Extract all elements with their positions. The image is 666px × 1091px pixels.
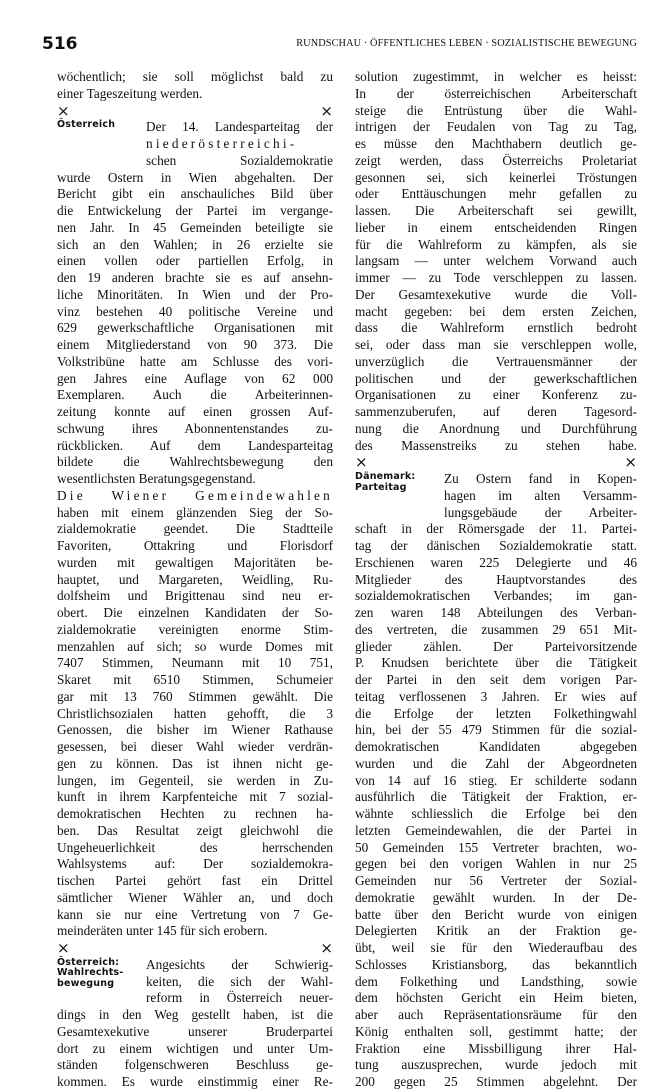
text-line: 50 Gemeinden 155 Vertreter brachten, wo-	[355, 839, 637, 855]
text-line: solution zugestimmt, in welcher es heisst:	[355, 69, 637, 84]
text-line: 200 gegen 25 Stimmen abgelehnt. Der	[355, 1074, 637, 1089]
text-line: unverzüglich die Vertrauensmänner der	[355, 353, 637, 369]
text-line: macht gegeben: bei dem ersten Zeichen,	[355, 303, 637, 319]
text-line: oder Enttäuschungen mehr gefallen zu	[355, 186, 637, 202]
text-line: Exemplaren. Auch die Arbeiterinnen-	[57, 387, 333, 403]
text-line: kann sie nur eine Vertretung von 7 Ge-	[57, 906, 333, 922]
text-line: sämtlicher Wiener Wähler an, und doch	[57, 889, 333, 905]
text-line: Delegierten Kritik an der Fraktion ge-	[355, 923, 637, 939]
text-line: gegen bei den vorigen Wahlen in nur 25	[355, 856, 637, 872]
text-line: lungsgebäude der Arbeiter-	[444, 504, 637, 520]
text-line: König enthalten soll, gestimmt hatte; der	[355, 1023, 637, 1039]
text-line: zialdemokratie geendet. Die Stadtteile	[57, 521, 333, 537]
text-line: tag der dänischen Sozialdemokratie statt.	[355, 538, 637, 553]
text-line: Volkstribüne hatte am Schlusse des vori-	[57, 353, 333, 369]
text-line: P. Knudsen berichtete über die Tätigkeit	[355, 655, 637, 671]
text-line: aber auch Repräsentationsräume für den	[355, 1007, 637, 1022]
marginal-heading: Österreich	[57, 119, 116, 131]
text-line: die Erfolge der letzten Folkethingwahl	[355, 705, 637, 721]
text-line: Gemeinden nur 56 Vertreter der Sozial-	[355, 873, 637, 888]
text-line: schen Sozialdemokratie	[146, 152, 333, 168]
text-line: ausführlich die Tätigkeit der Fraktion, er-	[355, 789, 637, 805]
text-line: gar mit 13 760 Stimmen gewählt. Die	[57, 688, 333, 704]
text-line: zialdemokratie vereinigten enorme Stim-	[57, 621, 333, 637]
section-wahlrechtsbewegung	[57, 957, 333, 1091]
text-line: reform in Österreich neuer-	[146, 990, 333, 1006]
text-line: sammenzuberufen, auf deren Tagesord-	[355, 404, 637, 419]
cross-ornament-icon: ×	[355, 453, 368, 472]
running-head: RUNDSCHAU · ÖFFENTLICHES LEBEN · SOZIALISTISCHE BEWEGUNG	[296, 38, 637, 49]
text-line: obert. Die einzelnen Kandidaten der So-	[57, 605, 333, 620]
text-line: wurden mit gewaltigen Majoritäten be-	[57, 554, 333, 570]
text-line: lieber in einem entscheidenden Ringen	[355, 219, 637, 235]
text-line: tung auszusprechen, wurde jedoch mit	[355, 1057, 637, 1073]
text-line: Genossen, die bisher im Wiener Rathause	[57, 722, 333, 738]
section-separator	[57, 940, 333, 957]
text-line: dem höchsten Gericht ein Heim bieten,	[355, 990, 637, 1006]
marginal-heading-line: Dänemark:	[355, 471, 416, 482]
text-line: niederösterreichi-	[146, 136, 298, 151]
text-line: Christlichsozialen hatten gehofft, die 3	[57, 705, 333, 721]
text-line: schaft in der Römersgade der 11. Partei-	[355, 521, 637, 537]
text-line: liche Minoritäten. In Wien und der Pro-	[57, 286, 333, 302]
text-line: Angesichts der Schwierig-	[146, 956, 333, 972]
text-line: bildete die Wahlrechtsbewegung den	[57, 454, 333, 470]
text-line: tischen Partei gehört fast ein Drittel	[57, 873, 333, 888]
text-line: gesessen, bei dieser Wahl wieder verdrän-	[57, 739, 333, 754]
text-line: hin, bei der 55 479 Stimmen für die sozial-	[355, 722, 637, 738]
marginal-heading-line: Österreich:	[57, 956, 120, 968]
text-line: In der österreichischen Arbeiterschaft	[355, 85, 637, 101]
text-line: des Massenstreiks zu stehen habe.	[355, 437, 637, 453]
text-line: ben. Das Resultat zeigt gleichwohl die	[57, 822, 333, 838]
text-line: 629 gewerkschaftliche Organisationen mit	[57, 320, 333, 336]
text-line: nen Jahr. In 45 Gemeinden beteiligte sie	[57, 219, 333, 235]
text-line: lassen. Die Arbeiterschaft sei gewillt,	[355, 203, 637, 218]
text-line: der Partei in den seit dem vorigen Par-	[355, 672, 637, 687]
text-line: dings in den Weg gestellt haben, ist die	[57, 1007, 333, 1022]
text-line: wöchentlich; sie soll möglichst bald zu	[57, 69, 333, 84]
text-line: die Entwickelung der Partei im vergange-	[57, 203, 333, 218]
text-line: dass die Wahlreform ernstlich bedroht	[355, 320, 637, 336]
text-line: gen Jahres eine Auflage von 62 000	[57, 370, 333, 386]
cross-ornament-icon: ×	[624, 453, 637, 472]
text-line: menzahlen auf sich; so wurde Domes mit	[57, 638, 333, 654]
section-oesterreich	[57, 119, 333, 940]
section-separator	[57, 103, 333, 120]
text-line: Skaret mit 6510 Stimmen, Schumeier	[57, 672, 333, 687]
text-line: einer Tageszeitung werden.	[57, 85, 203, 101]
text-line: zeigt werden, dass Österreichs Proletariat	[355, 152, 637, 168]
text-line: dem Folkething und Landsthing, sowie	[355, 973, 637, 989]
text-line: lungen, im Gegenteil, sie werden in Zu-	[57, 772, 333, 788]
text-line: übt, weil sie für den Wiederaufbau des	[355, 940, 637, 955]
text-line: Fraktion eine Missbilligung ihrer Hal-	[355, 1040, 637, 1056]
text-line: Bericht gibt ein anschauliches Bild über	[57, 186, 333, 202]
page-number: 516	[42, 34, 78, 54]
section-body	[355, 521, 637, 1091]
text-line: für die Wahlreform zu kämpfen, als sie	[355, 236, 637, 252]
text-line: schwung ihres Abonnentenstandes zu-	[57, 420, 333, 436]
text-line: wurde Ostern in Wien abgehalten. Der	[57, 169, 333, 185]
text-line: steige die Entrüstung über die Wahl-	[355, 102, 637, 118]
section-daenemark	[355, 471, 637, 1091]
text-line: Organisationen zu einer Konferenz zu-	[355, 387, 637, 403]
marginal-heading-line: bewegung	[57, 977, 115, 989]
continued-text	[355, 69, 637, 454]
text-line: gesonnen sei, sich keinerlei Tröstungen	[355, 169, 637, 185]
marginal-heading	[355, 472, 440, 493]
text-line: zen waren 148 Abteilungen des Verban-	[355, 605, 637, 620]
text-line: immer — zu Tode verschleppen zu lassen.	[355, 270, 637, 285]
text-line: vinz bestehen 40 politische Vereine und	[57, 303, 333, 319]
text-line: langsam — unter welchem Vorwand auch	[355, 253, 637, 269]
text-line: 7407 Stimmen, Neumann mit 10 751,	[57, 655, 333, 671]
text-line: keiten, die sich der Wahl-	[146, 973, 333, 989]
text-line: demokratischen Hechten zu rechnen ha-	[57, 806, 333, 821]
text-line: ständen folgenschweren Beschluss ge-	[57, 1057, 333, 1073]
text-line: Gesamtexekutive unserer Bruderpartei	[57, 1023, 333, 1039]
text-line: kommen. Es wurde einstimmig einer Re-	[57, 1074, 333, 1089]
text-line: einen vollen oder partiellen Erfolg, in	[57, 253, 333, 269]
text-line: wesentlichsten Beratungsgegenstand.	[57, 471, 256, 486]
marginal-heading-line: Wahlrechts-	[57, 967, 124, 979]
marginal-heading-line: Parteitag	[355, 481, 407, 493]
text-line: Mitglieder des Hauptvorstandes des	[355, 571, 637, 587]
text-line: wurden und die Zahl der Abgeordneten	[355, 755, 637, 771]
cross-ornament-icon: ×	[57, 939, 70, 957]
text-line: rückblicken. Auf dem Landesparteitag	[57, 437, 333, 453]
text-line: dolfsheim und Brigittenau sind neu er-	[57, 588, 333, 604]
text-line: sozialdemokratischen Verbandes; im gan-	[355, 588, 637, 604]
text-line: es müsse den Machthabern deutlich ge-	[355, 136, 637, 151]
text-line: Schlosses Kristiansborg, das bekanntlich	[355, 956, 637, 972]
text-line: kunft in ihrem Karpfenteiche mit 7 sozial-	[57, 789, 333, 805]
text-line: politischen und der gewerkschaftlichen	[355, 370, 637, 386]
text-line: wähnte schliesslich die Erfolge bei den	[355, 806, 637, 821]
text-line: dort zu einem wichtigen und unter Um-	[57, 1040, 333, 1056]
cross-ornament-icon: ×	[320, 101, 333, 120]
marginal-heading	[57, 958, 142, 990]
right-column	[355, 69, 637, 1091]
text-line: sich an den Wahlen; in 26 erzielte sie	[57, 236, 333, 252]
text-line: Der Gesamtexekutive wurde die Voll-	[355, 286, 637, 302]
section-separator	[355, 454, 637, 471]
text-line: gen zu können. Das ist ihnen nicht ge-	[57, 755, 333, 771]
text-line: letzten Gemeindewahlen, die der Partei in	[355, 822, 637, 838]
text-line: den 19 anderen brachte sie es auf ansehn-	[57, 270, 333, 285]
text-line: hagen im alten Versamm-	[444, 487, 637, 503]
text-line: Der 14. Landesparteitag der	[146, 119, 333, 135]
text-line: Ungeheuerlichkeit des herrschenden	[57, 839, 333, 855]
text-line: von 14 auf 16 stieg. Er schilderte sodann	[355, 772, 637, 788]
text-line: Wahlsystems auf: Der sozialdemokra-	[57, 856, 333, 872]
text-line: batte über den Bericht wurde von einigen	[355, 906, 637, 922]
text-line: sei, oder dass man sie verschleppen wolle,	[355, 337, 637, 352]
text-line: demokratie gewählt wurden. In der De-	[355, 889, 637, 905]
text-line: Zu Ostern fand in Kopen-	[444, 471, 637, 486]
text-line: des vertreten, die zusammen 29 651 Mit-	[355, 621, 637, 637]
text-line: demokratischen Kandidaten abgegeben	[355, 739, 637, 754]
text-line: intrigen der Feudalen von Tag zu Tag,	[355, 119, 637, 135]
text-line: glieder zählen. Der Parteivorsitzende	[355, 638, 637, 654]
section-body	[57, 1007, 333, 1091]
text-line: zeitung konnte auf einen grossen Auf-	[57, 404, 333, 419]
text-line: teitag verflossenen 3 Jahren. Er wies auf	[355, 688, 637, 704]
cross-ornament-icon: ×	[320, 939, 333, 957]
text-line: meinderäten unter 145 für sich erobern.	[57, 923, 268, 939]
text-line: einem Mitgliederstand von 90 373. Die	[57, 337, 333, 352]
text-line: Favoriten, Ottakring und Florisdorf	[57, 538, 333, 553]
cross-ornament-icon: ×	[57, 101, 70, 120]
text-line: nung die Anordnung und Durchführung	[355, 420, 637, 436]
text-line: haben mit einem glänzenden Sieg der So-	[57, 504, 333, 520]
text-line: Erschienen waren 225 Delegierte und 46	[355, 554, 637, 570]
section-body	[57, 170, 333, 941]
text-line: Die Wiener Gemeindewahlen	[57, 487, 333, 503]
text-line: hauptet, und Margareten, Weidling, Ru-	[57, 571, 333, 587]
left-column	[57, 69, 333, 1091]
